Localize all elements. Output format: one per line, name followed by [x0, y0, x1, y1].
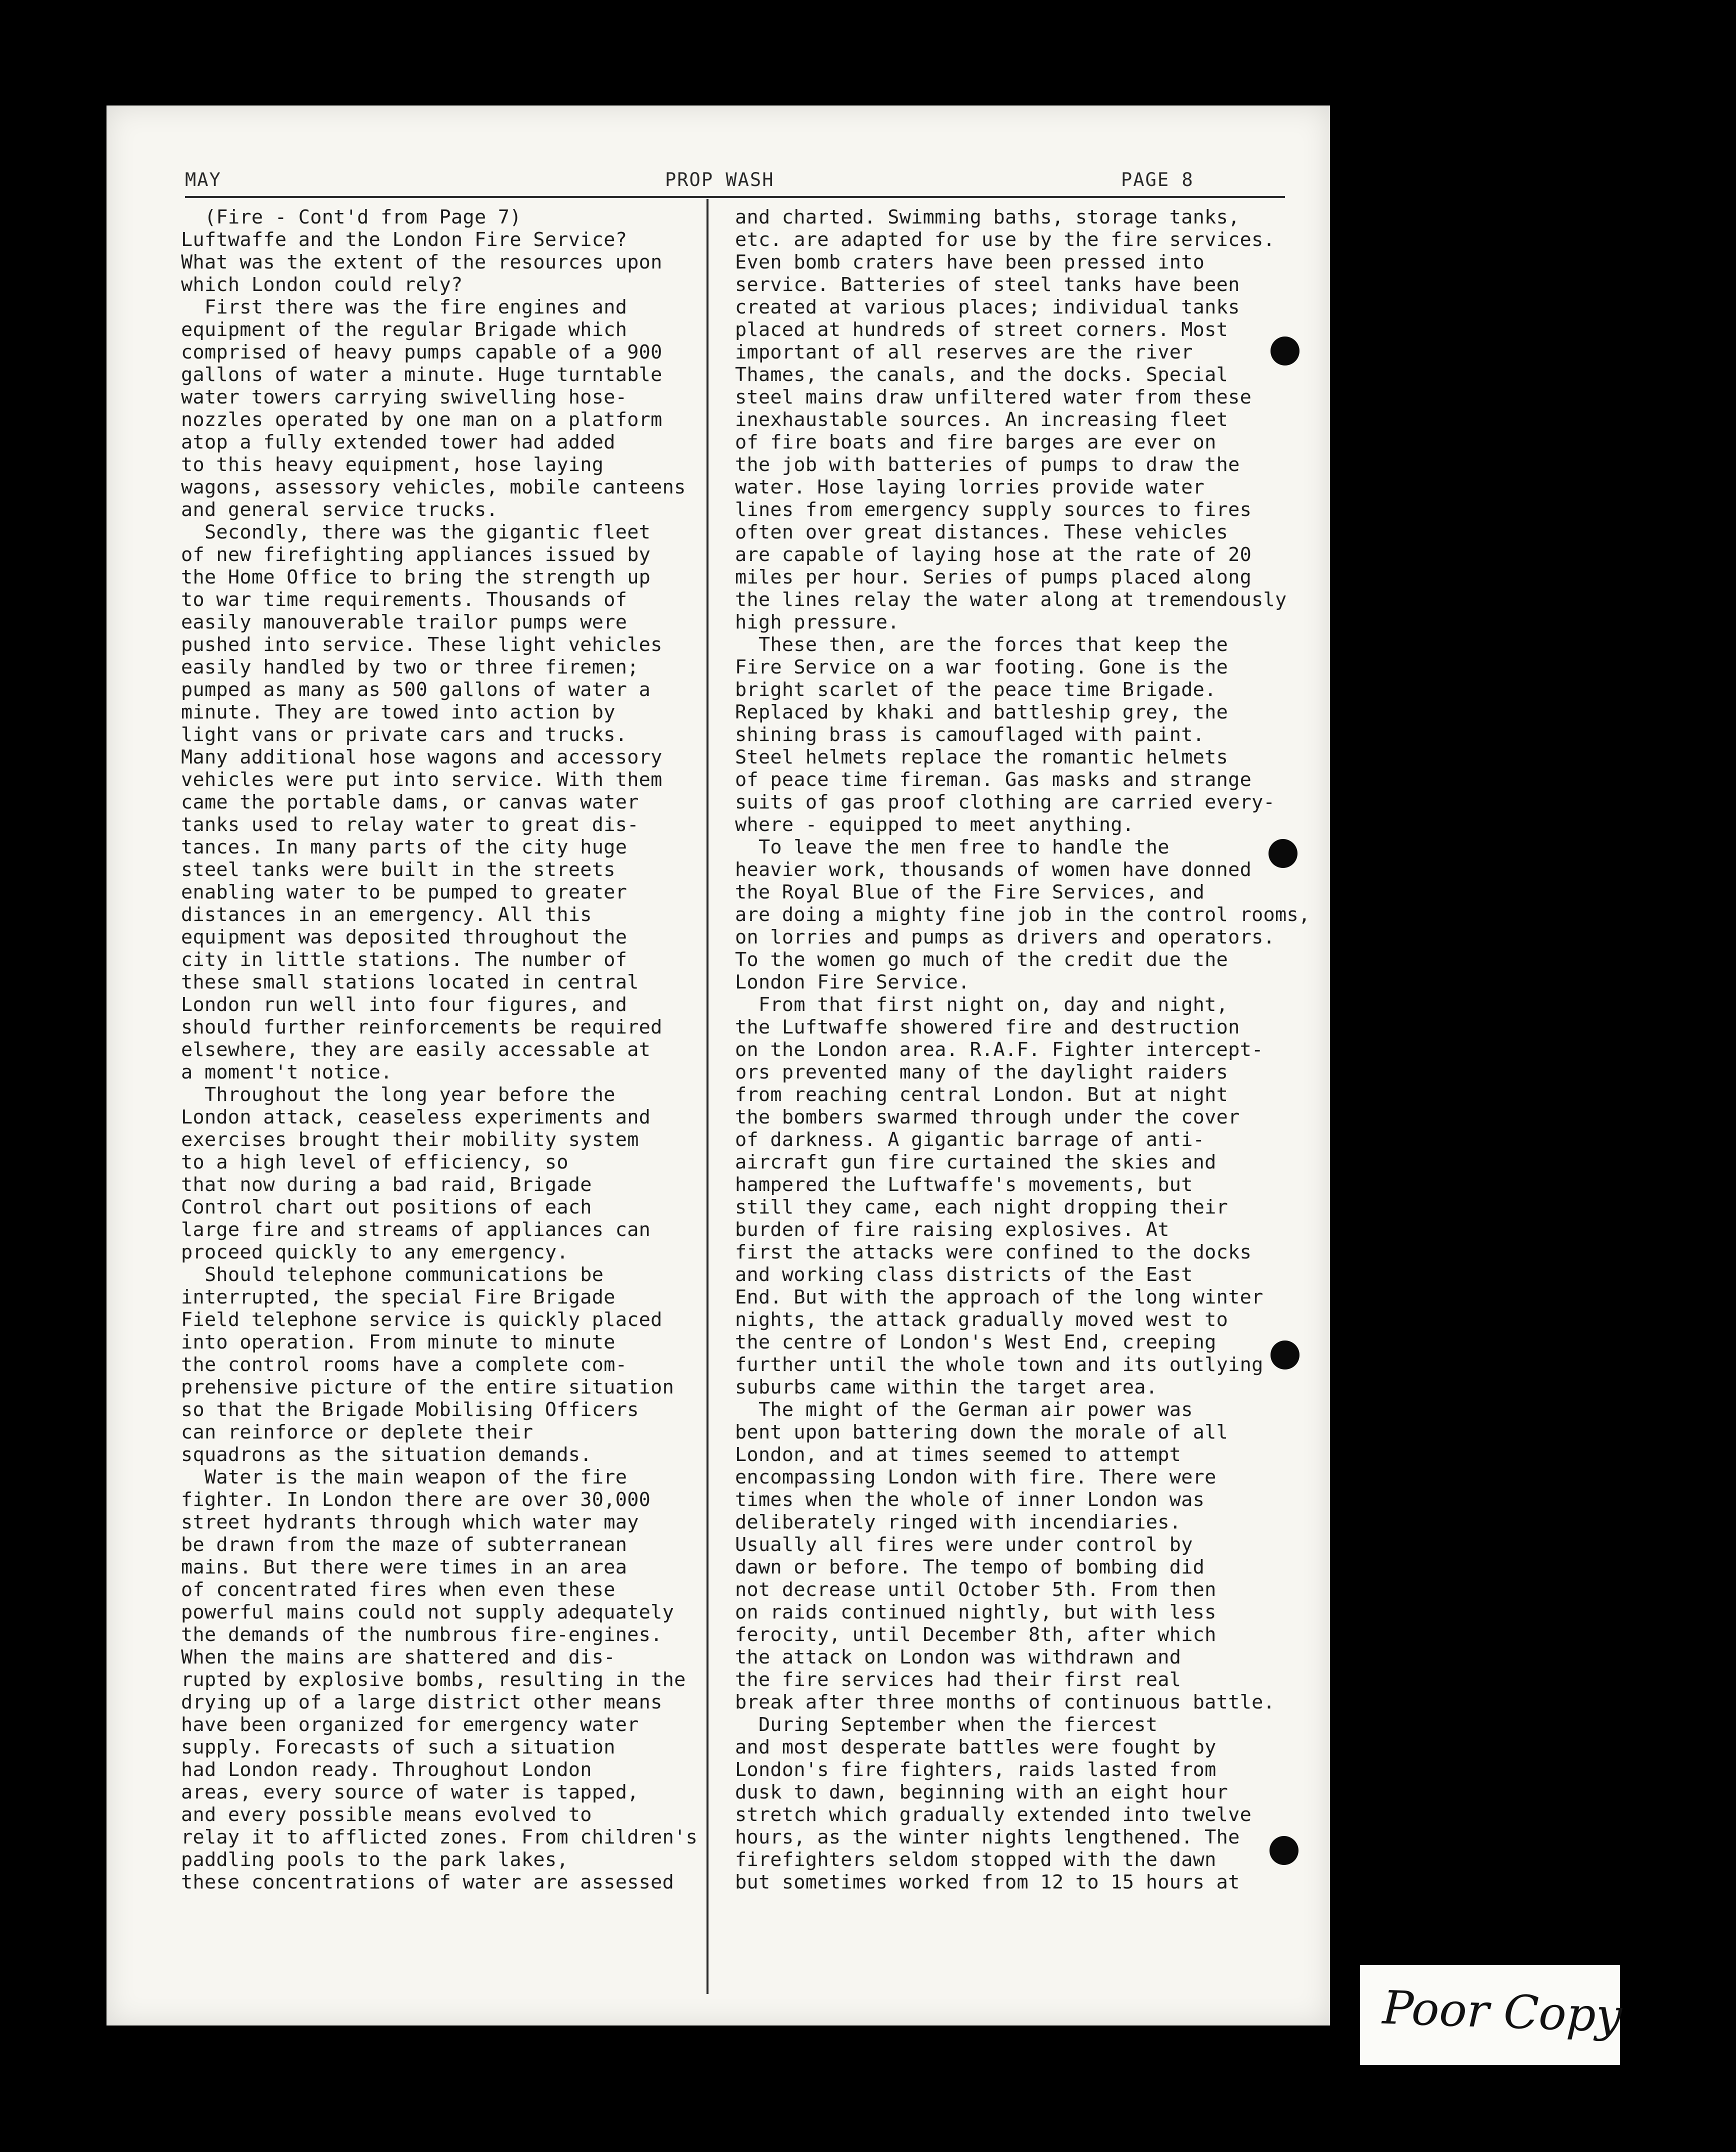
text-line: When the mains are shattered and dis-	[181, 1646, 616, 1668]
text-line: break after three months of continuous battle.	[735, 1691, 1276, 1714]
text-line: ferocity, until December 8th, after which	[735, 1624, 1216, 1646]
poor-copy-stamp	[1360, 1965, 1623, 2065]
text-line: into operation. From minute to minute	[181, 1331, 616, 1354]
text-line: gallons of water a minute. Huge turntable	[181, 364, 662, 386]
header-publication: PROP WASH	[665, 169, 774, 190]
text-line: nozzles operated by one man on a platform	[181, 408, 662, 431]
text-line: equipment was deposited throughout the	[181, 926, 628, 948]
text-line: created at various places; individual tanks	[735, 296, 1240, 318]
text-line: Fire Service on a war footing. Gone is the	[735, 656, 1228, 678]
text-line: relay it to afflicted zones. From children's	[181, 1826, 698, 1848]
text-line: aircraft gun fire curtained the skies and	[735, 1151, 1216, 1174]
text-line: vehicles were put into service. With them	[181, 768, 662, 791]
text-line: These then, are the forces that keep the	[735, 634, 1228, 656]
text-line: water. Hose laying lorries provide water	[735, 476, 1205, 498]
text-line: areas, every source of water is tapped,	[181, 1781, 639, 1804]
text-line: Many additional hose wagons and accessory	[181, 746, 662, 768]
text-line: these small stations located in central	[181, 971, 639, 994]
text-line: be drawn from the maze of subterranean	[181, 1534, 628, 1556]
text-line: Usually all fires were under control by	[735, 1534, 1193, 1556]
text-line: high pressure.	[735, 611, 900, 634]
text-line: these concentrations of water are assessed	[181, 1871, 674, 1894]
text-line: to a high level of efficiency, so	[181, 1151, 568, 1174]
text-line: minute. They are towed into action by	[181, 701, 616, 724]
text-line: came the portable dams, or canvas water	[181, 791, 639, 814]
text-line: that now during a bad raid, Brigade	[181, 1174, 592, 1196]
text-line: bent upon battering down the morale of all	[735, 1421, 1228, 1444]
text-line: The might of the German air power was	[735, 1398, 1193, 1421]
text-line: What was the extent of the resources upon	[181, 251, 662, 274]
text-line: and most desperate battles were fought by	[735, 1736, 1216, 1758]
text-line: London's fire fighters, raids lasted from	[735, 1758, 1216, 1781]
text-line: elsewhere, they are easily accessable at	[181, 1038, 651, 1061]
text-line: and every possible means evolved to	[181, 1804, 592, 1826]
text-line: deliberately ringed with incendiaries.	[735, 1511, 1182, 1534]
text-line: the attack on London was withdrawn and	[735, 1646, 1182, 1668]
text-line: etc. are adapted for use by the fire services.	[735, 228, 1276, 251]
text-line: to war time requirements. Thousands of	[181, 588, 628, 611]
text-line: London Fire Service.	[735, 971, 970, 994]
text-line: of peace time fireman. Gas masks and strange	[735, 768, 1252, 791]
text-line: ors prevented many of the daylight raiders	[735, 1061, 1228, 1084]
text-line: on the London area. R.A.F. Fighter intercept-	[735, 1038, 1264, 1061]
text-line: Control chart out positions of each	[181, 1196, 592, 1218]
text-line: the control rooms have a complete com-	[181, 1354, 628, 1376]
text-line: dusk to dawn, beginning with an eight hour	[735, 1781, 1228, 1804]
text-line: Should telephone communications be	[181, 1264, 604, 1286]
text-line: paddling pools to the park lakes,	[181, 1848, 568, 1871]
text-line: and charted. Swimming baths, storage tanks,	[735, 206, 1240, 228]
text-line: London attack, ceaseless experiments and	[181, 1106, 651, 1128]
text-line: dawn or before. The tempo of bombing did	[735, 1556, 1205, 1578]
text-line: the bombers swarmed through under the cover	[735, 1106, 1240, 1128]
text-line: prehensive picture of the entire situation	[181, 1376, 674, 1398]
text-line: fighter. In London there are over 30,000	[181, 1488, 651, 1511]
text-line: easily handled by two or three firemen;	[181, 656, 639, 678]
text-line: light vans or private cars and trucks.	[181, 724, 628, 746]
text-line: on raids continued nightly, but with less	[735, 1601, 1216, 1624]
text-line: (Fire - Cont'd from Page 7)	[181, 206, 522, 228]
text-line: wagons, assessory vehicles, mobile canteens	[181, 476, 686, 498]
text-line: London, and at times seemed to attempt	[735, 1444, 1182, 1466]
text-line: Water is the main weapon of the fire	[181, 1466, 628, 1488]
text-line: are doing a mighty fine job in the control rooms,	[735, 904, 1310, 926]
text-line: During September when the fiercest	[735, 1714, 1158, 1736]
text-line: the centre of London's West End, creeping	[735, 1331, 1216, 1354]
text-line: atop a fully extended tower had added	[181, 431, 616, 454]
text-line: the demands of the numbrous fire-engines.	[181, 1624, 662, 1646]
text-line: are capable of laying hose at the rate of 20	[735, 544, 1252, 566]
text-line: had London ready. Throughout London	[181, 1758, 592, 1781]
left-column	[181, 206, 708, 1894]
text-line: proceed quickly to any emergency.	[181, 1241, 568, 1264]
text-line: From that first night on, day and night,	[735, 994, 1228, 1016]
text-line: distances in an emergency. All this	[181, 904, 592, 926]
text-line: should further reinforcements be required	[181, 1016, 662, 1038]
text-line: of darkness. A gigantic barrage of anti-	[735, 1128, 1205, 1151]
header-rule	[185, 196, 1285, 198]
text-line: easily manouverable trailor pumps were	[181, 611, 628, 634]
text-line: pushed into service. These light vehicles	[181, 634, 662, 656]
text-line: equipment of the regular Brigade which	[181, 318, 628, 341]
text-line: encompassing London with fire. There were	[735, 1466, 1216, 1488]
text-line: rupted by explosive bombs, resulting in the	[181, 1668, 686, 1691]
text-line: pumped as many as 500 gallons of water a	[181, 678, 651, 701]
text-line: still they came, each night dropping their	[735, 1196, 1228, 1218]
text-line: Steel helmets replace the romantic helmets	[735, 746, 1228, 768]
text-line: the lines relay the water along at tremendously	[735, 588, 1287, 611]
text-line: Even bomb craters have been pressed into	[735, 251, 1205, 274]
text-line: but sometimes worked from 12 to 15 hours at	[735, 1871, 1240, 1894]
text-line: inexhaustable sources. An increasing fleet	[735, 408, 1228, 431]
text-line: of new firefighting appliances issued by	[181, 544, 651, 566]
text-line: first the attacks were confined to the docks	[735, 1241, 1252, 1264]
text-line: the fire services had their first real	[735, 1668, 1182, 1691]
text-line: the Home Office to bring the strength up	[181, 566, 651, 588]
text-line: Throughout the long year before the	[181, 1084, 616, 1106]
text-line: nights, the attack gradually moved west to	[735, 1308, 1228, 1331]
text-line: where - equipped to meet anything.	[735, 814, 1134, 836]
text-line: and general service trucks.	[181, 498, 498, 521]
text-line: can reinforce or deplete their	[181, 1421, 534, 1444]
text-line: water towers carrying swivelling hose-	[181, 386, 628, 408]
text-line: city in little stations. The number of	[181, 948, 628, 971]
text-line: street hydrants through which water may	[181, 1511, 639, 1534]
punch-hole	[1268, 839, 1298, 868]
text-line: Luftwaffe and the London Fire Service?	[181, 228, 628, 251]
text-line: not decrease until October 5th. From then	[735, 1578, 1216, 1601]
text-line: enabling water to be pumped to greater	[181, 881, 628, 904]
text-line: important of all reserves are the river	[735, 341, 1193, 364]
text-line: suburbs came within the target area.	[735, 1376, 1158, 1398]
text-line: powerful mains could not supply adequately	[181, 1601, 674, 1624]
text-line: so that the Brigade Mobilising Officers	[181, 1398, 639, 1421]
text-line: bright scarlet of the peace time Brigade.	[735, 678, 1216, 701]
page-header	[185, 169, 1285, 199]
text-line: drying up of a large district other means	[181, 1691, 662, 1714]
text-line: End. But with the approach of the long winter	[735, 1286, 1264, 1308]
text-line: the Luftwaffe showered fire and destruction	[735, 1016, 1240, 1038]
text-line: mains. But there were times in an area	[181, 1556, 628, 1578]
punch-hole	[1270, 336, 1300, 366]
text-line: stretch which gradually extended into twelve	[735, 1804, 1252, 1826]
text-line: hours, as the winter nights lengthened. The	[735, 1826, 1240, 1848]
text-line: London run well into four figures, and	[181, 994, 628, 1016]
header-page-number: PAGE 8	[1121, 169, 1194, 190]
text-line: tances. In many parts of the city huge	[181, 836, 628, 858]
text-line: lines from emergency supply sources to fires	[735, 498, 1252, 521]
text-line: on lorries and pumps as drivers and operators.	[735, 926, 1276, 948]
text-line: shining brass is camouflaged with paint.	[735, 724, 1205, 746]
text-line: firefighters seldom stopped with the dawn	[735, 1848, 1216, 1871]
stamp-text: Poor Copy	[1382, 1980, 1623, 2043]
text-line: Thames, the canals, and the docks. Special	[735, 364, 1228, 386]
text-line: further until the whole town and its outlying	[735, 1354, 1264, 1376]
text-line: Secondly, there was the gigantic fleet	[181, 521, 651, 544]
text-line: hampered the Luftwaffe's movements, but	[735, 1174, 1193, 1196]
text-line: heavier work, thousands of women have donned	[735, 858, 1252, 881]
text-line: have been organized for emergency water	[181, 1714, 639, 1736]
text-line: of fire boats and fire barges are ever on	[735, 431, 1216, 454]
text-line: steel tanks were built in the streets	[181, 858, 616, 881]
text-line: of concentrated fires when even these	[181, 1578, 616, 1601]
text-line: the Royal Blue of the Fire Services, and	[735, 881, 1205, 904]
text-line: supply. Forecasts of such a situation	[181, 1736, 616, 1758]
text-line: the job with batteries of pumps to draw the	[735, 454, 1240, 476]
text-line: to this heavy equipment, hose laying	[181, 454, 604, 476]
right-column	[735, 206, 1310, 1894]
text-line: large fire and streams of appliances can	[181, 1218, 651, 1241]
text-line: and working class districts of the East	[735, 1264, 1193, 1286]
text-line: exercises brought their mobility system	[181, 1128, 639, 1151]
text-line: Field telephone service is quickly placed	[181, 1308, 662, 1331]
text-line: service. Batteries of steel tanks have been	[735, 274, 1240, 296]
text-line: miles per hour. Series of pumps placed along	[735, 566, 1252, 588]
header-month: MAY	[185, 169, 222, 190]
text-line: steel mains draw unfiltered water from these	[735, 386, 1252, 408]
text-line: Replaced by khaki and battleship grey, the	[735, 701, 1228, 724]
text-line: often over great distances. These vehicles	[735, 521, 1228, 544]
punch-hole	[1270, 1340, 1300, 1370]
text-line: burden of fire raising explosives. At	[735, 1218, 1170, 1241]
text-line: interrupted, the special Fire Brigade	[181, 1286, 616, 1308]
text-line: comprised of heavy pumps capable of a 900	[181, 341, 662, 364]
text-line: a moment't notice.	[181, 1061, 392, 1084]
text-line: First there was the fire engines and	[181, 296, 628, 318]
text-line: To the women go much of the credit due the	[735, 948, 1228, 971]
text-line: placed at hundreds of street corners. Most	[735, 318, 1228, 341]
text-line: times when the whole of inner London was	[735, 1488, 1205, 1511]
text-line: To leave the men free to handle the	[735, 836, 1170, 858]
text-line: suits of gas proof clothing are carried every-	[735, 791, 1276, 814]
text-line: from reaching central London. But at night	[735, 1084, 1228, 1106]
punch-hole	[1270, 1836, 1298, 1865]
text-line: squadrons as the situation demands.	[181, 1444, 592, 1466]
text-line: which London could rely?	[181, 274, 463, 296]
text-line: tanks used to relay water to great dis-	[181, 814, 639, 836]
